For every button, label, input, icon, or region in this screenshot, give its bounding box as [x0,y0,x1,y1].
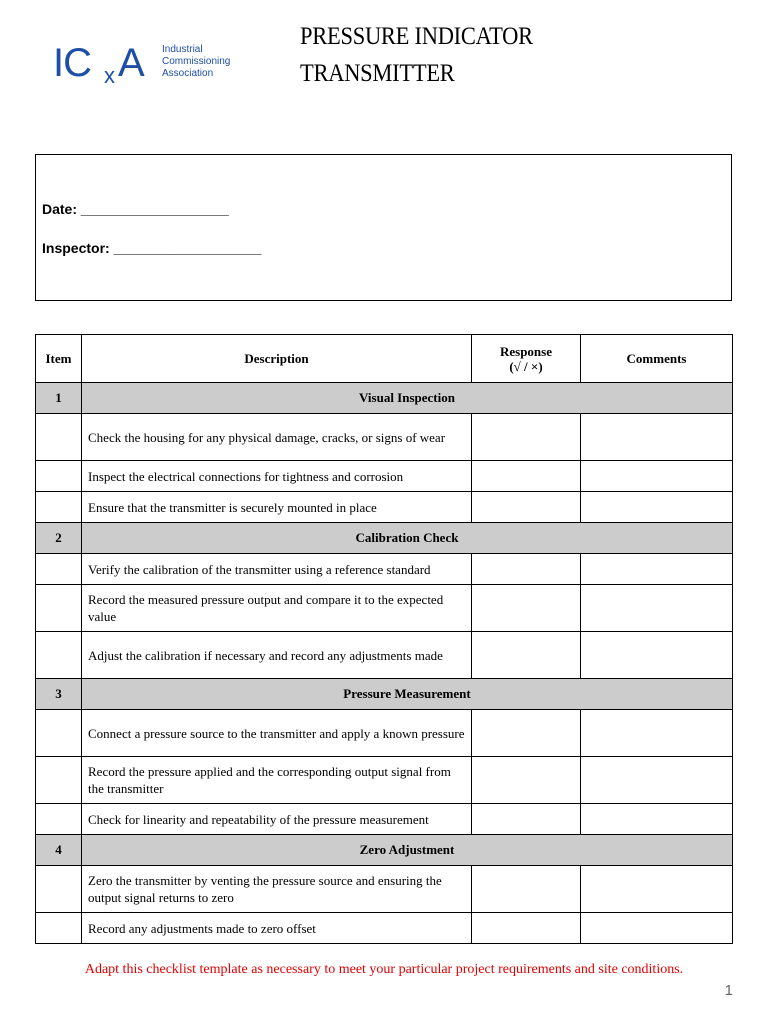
table-row [36,866,733,913]
icxa-logo [40,30,240,100]
logo-text-line: Industrial [162,44,203,55]
description-cell: Check the housing for any physical damage, cracks, or signs of wear [82,414,472,461]
section-row [36,679,733,710]
description-cell: Ensure that the transmitter is securely mounted in place [82,492,472,523]
comments-cell[interactable] [581,804,733,835]
table-row [36,492,733,523]
table-row [36,585,733,632]
response-cell[interactable] [472,554,581,585]
document-title [300,18,533,92]
response-cell[interactable] [472,757,581,804]
header-description: Description [82,335,472,383]
response-cell[interactable] [472,710,581,757]
description-cell: Inspect the electrical connections for tightness and corrosion [82,461,472,492]
description-cell: Zero the transmitter by venting the pressure source and ensuring the output signal returns to zero [82,866,472,913]
description-cell: Verify the calibration of the transmitter using a reference standard [82,554,472,585]
table-header-row [36,335,733,383]
comments-cell[interactable] [581,710,733,757]
checklist-table [35,334,733,944]
inspector-field[interactable]: Inspector: ___________________ [42,240,262,256]
logo-text-line: Commissioning [162,56,231,67]
title-line: TRANSMITTER [300,60,455,87]
logo-mark [40,35,145,95]
table-row [36,461,733,492]
section-row [36,383,733,414]
comments-cell[interactable] [581,414,733,461]
response-cell[interactable] [472,866,581,913]
item-cell [36,710,82,757]
response-cell[interactable] [472,492,581,523]
section-number: 2 [36,523,82,554]
comments-cell[interactable] [581,757,733,804]
table-row [36,554,733,585]
comments-cell[interactable] [581,866,733,913]
table-row [36,632,733,679]
header-response-symbols: (√ / ×) [509,358,543,374]
table-row [36,414,733,461]
section-number: 3 [36,679,82,710]
header-comments: Comments [581,335,733,383]
description-cell: Check for linearity and repeatability of the pressure measurement [82,804,472,835]
response-cell[interactable] [472,632,581,679]
section-row [36,835,733,866]
title-line: PRESSURE INDICATOR [300,23,533,50]
item-cell [36,554,82,585]
date-field[interactable]: Date: ___________________ [42,201,229,217]
section-title: Visual Inspection [82,383,733,414]
logo-mark-x: x [104,63,115,88]
section-title: Calibration Check [82,523,733,554]
header-item: Item [36,335,82,383]
item-cell [36,414,82,461]
section-title: Pressure Measurement [82,679,733,710]
table-row [36,757,733,804]
comments-cell[interactable] [581,632,733,679]
header-response-label: Response [499,343,552,359]
response-cell[interactable] [472,804,581,835]
description-cell: Record any adjustments made to zero offset [82,913,472,944]
item-cell [36,804,82,835]
response-cell[interactable] [472,461,581,492]
description-cell: Adjust the calibration if necessary and record any adjustments made [82,632,472,679]
item-cell [36,632,82,679]
item-cell [36,461,82,492]
comments-cell[interactable] [581,492,733,523]
response-cell[interactable] [472,414,581,461]
section-number: 4 [36,835,82,866]
table-row [36,913,733,944]
comments-cell[interactable] [581,461,733,492]
logo-text-line: Association [162,68,214,79]
description-cell: Connect a pressure source to the transmitter and apply a known pressure [82,710,472,757]
page-number: 1 [724,982,733,999]
section-row [36,523,733,554]
item-cell [36,585,82,632]
table-row [36,710,733,757]
description-cell: Record the measured pressure output and compare it to the expected value [82,585,472,632]
logo-text [162,44,230,80]
table-row [36,804,733,835]
item-cell [36,866,82,913]
section-title: Zero Adjustment [82,835,733,866]
response-cell[interactable] [472,585,581,632]
comments-cell[interactable] [581,554,733,585]
item-cell [36,757,82,804]
section-number: 1 [36,383,82,414]
footer-note: Adapt this checklist template as necessary to meet your particular project requirements and site conditions. [84,962,684,977]
header-response [472,335,581,383]
item-cell [36,913,82,944]
comments-cell[interactable] [581,913,733,944]
logo-mark-a: A [118,41,145,85]
description-cell: Record the pressure applied and the corresponding output signal from the transmitter [82,757,472,804]
item-cell [36,492,82,523]
inspection-info-box [35,154,732,301]
logo-mark-ic: IC [53,41,91,85]
response-cell[interactable] [472,913,581,944]
comments-cell[interactable] [581,585,733,632]
